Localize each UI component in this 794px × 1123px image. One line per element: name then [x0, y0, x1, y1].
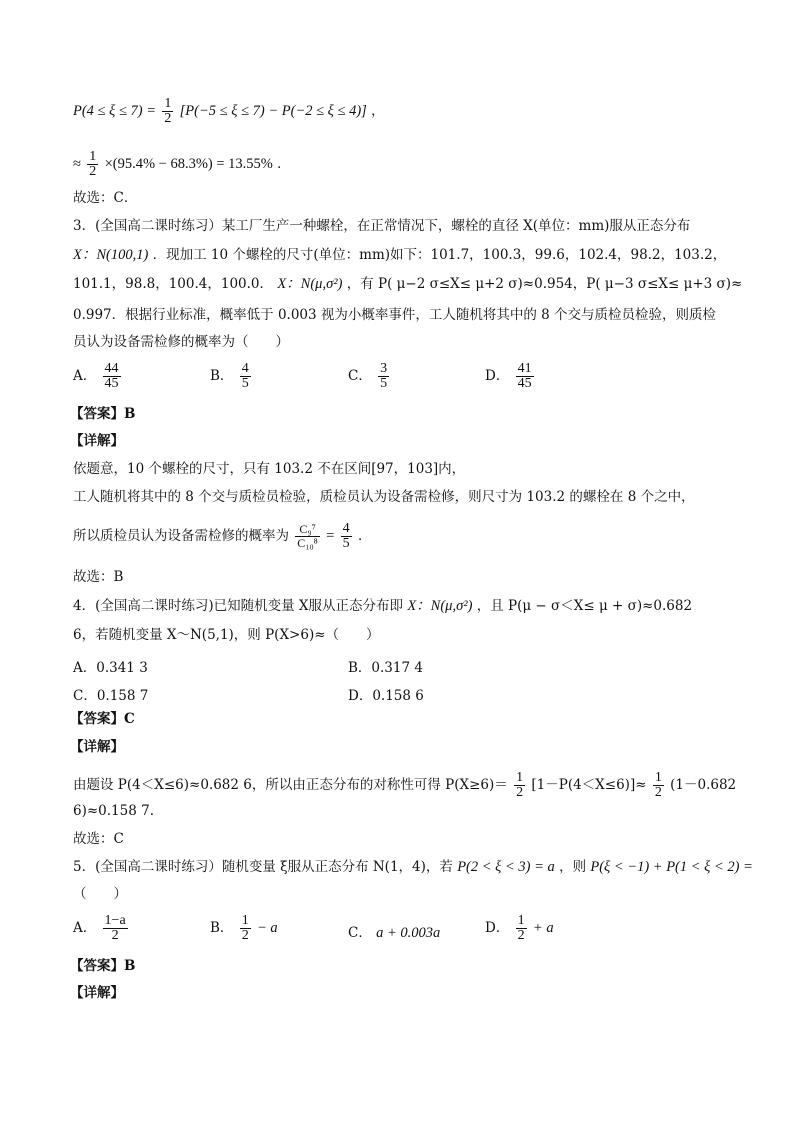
q5-option-b: B． $\frac{1}{2}$ − a — [210, 913, 278, 943]
q3-option-c: C． $\frac{3}{5}$ — [348, 361, 388, 391]
q3-line-3-b: ，有 P( μ−2 σ≤X≤ μ+2 σ)≈0.954，P( μ−3 σ≤X≤ μ+3 σ)≈ — [346, 276, 743, 292]
q4-option-b: B．0.317 4 — [348, 660, 423, 676]
q3-answer: 【答案】B — [70, 406, 136, 422]
q5-option-a: A． $\frac{1-a}{2}$ — [73, 913, 126, 943]
choice-text: 故选：C． — [73, 190, 138, 206]
q3-line-1: 3．(全国高二课时练习）某工厂生产一种螺栓，在正常情况下，螺栓的直径 X(单位：mm)服从正态分布 — [73, 218, 691, 234]
q3-line-2 — [73, 246, 726, 264]
formula-line-2 — [73, 150, 291, 179]
formula-1-right: [P(−5 ≤ ξ ≤ 7) − P(−2 ≤ ξ ≤ 4)] — [179, 103, 367, 119]
q4-option-d: D．0.158 6 — [348, 688, 424, 704]
q4-line-2: 6，若随机变量 X～N(5,1)，则 P(X>6)≈（ ） — [73, 627, 380, 643]
q3-option-d: D． $\frac{41}{45}$ — [485, 361, 532, 391]
q5-target: P(ξ < −1) + P(1 < ξ < 2) = — [590, 859, 753, 875]
combination-fraction: $\frac{\text{C₉⁷}}{\text{C₁₀⁸}}$ — [297, 522, 318, 550]
q5-answer: 【答案】B — [70, 958, 136, 974]
q4-explanation-2: 6)≈0.158 7. — [73, 803, 154, 819]
fraction-half: $\frac{1}{2}$ — [89, 149, 97, 179]
q4-choice: 故选：C — [73, 831, 124, 847]
q5-detail-heading: 【详解】 — [70, 985, 124, 1001]
q3-choice: 故选：B — [73, 569, 124, 585]
q5-option-c: C． a + 0.003a — [348, 925, 441, 941]
q4-answer: 【答案】C — [70, 711, 135, 727]
formula-line-1 — [73, 97, 385, 126]
q3-explanation-2: 工人随机将其中的 8 个交与质检员检验，质检员认为设备需检修，则尺寸为 103.2 的螺栓在 8 个之中， — [73, 489, 695, 505]
q4-option-c: C．0.158 7 — [73, 688, 149, 704]
fraction-half: $\frac{1}{2}$ — [516, 770, 524, 800]
option-fraction: $\frac{1-a}{2}$ — [104, 913, 126, 943]
option-fraction: $\frac{41}{45}$ — [517, 361, 532, 391]
q5-line-1: 5．(全国高二课时练习）随机变量 ξ服从正态分布 N(1，4)，若 P(2 < ξ < 3) = a ，则 P(ξ < −1) + P(1 < ξ < 2) = — [73, 859, 753, 875]
q4-distribution: X：N(μ,σ²) — [407, 598, 473, 614]
fraction-half: $\frac{1}{2}$ — [164, 96, 172, 126]
q4-explanation-1: 由题设 P(4＜X≤6)≈0.682 6，所以由正态分布的对称性可得 P(X≥6)＝ $\frac{1}{2}$ [1－P(4＜X≤6)]≈ $\frac{1}{2}$ (1－0.682 — [73, 770, 737, 800]
q3-line-2-text: ．现加工 10 个螺栓的尺寸(单位：mm)如下：101.7，100.3，99.6，102.4，98.2，103.2， — [152, 247, 727, 263]
q4-option-a: A．0.341 3 — [73, 660, 148, 676]
q3-line-5: 员认为设备需检修的概率为（ ） — [73, 334, 289, 350]
q4-detail-heading: 【详解】 — [70, 739, 124, 755]
formula-1-tail: ， — [371, 103, 385, 119]
formula-2-prefix: ≈ — [73, 156, 81, 172]
q3-option-a: A． $\frac{44}{45}$ — [73, 361, 119, 391]
q5-option-d: D． $\frac{1}{2}$ + a — [485, 913, 554, 943]
q3-explanation-1: 依题意，10 个螺栓的尺寸，只有 103.2 不在区间[97，103]内， — [73, 461, 466, 477]
option-fraction: $\frac{44}{45}$ — [104, 361, 119, 391]
q3-distribution-2: X：N(μ,σ²) — [277, 276, 343, 292]
q5-line-2: （ ） — [73, 886, 127, 902]
fraction-half: $\frac{1}{2}$ — [654, 770, 662, 800]
q3-explanation-3: 所以质检员认为设备需检修的概率为 $\frac{\text{C₉⁷}}{\text{C₁₀⁸}}$ = $\frac{4}{5}$ ． — [73, 521, 372, 551]
q5-condition: P(2 < ξ < 3) = a — [457, 859, 555, 875]
option-fraction: $\frac{1}{2}$ — [517, 913, 525, 943]
formula-2-tail: ． — [277, 156, 291, 172]
q3-distribution: X：N(100,1) — [73, 247, 149, 263]
q3-line-4: 0.997．根据行业标准，概率低于 0.003 视为小概率事件，工人随机将其中的 8 个交与质检员检验，则质检 — [73, 307, 717, 323]
option-fraction: $\frac{1}{2}$ — [241, 913, 249, 943]
q3-detail-heading: 【详解】 — [70, 433, 124, 449]
option-fraction: $\frac{4}{5}$ — [241, 361, 249, 391]
q4-line-1: 4．(全国高二课时练习)已知随机变量 X服从正态分布即 X：N(μ,σ²) ，且 P(μ − σ＜X≤ μ + σ)≈0.682 — [73, 598, 693, 614]
q3-line-3-a: 101.1，98.8，100.4，100.0． — [73, 276, 274, 292]
result-fraction: $\frac{4}{5}$ — [342, 521, 350, 551]
formula-1-left: P(4 ≤ ξ ≤ 7) = — [73, 103, 157, 119]
option-fraction: $\frac{3}{5}$ — [380, 361, 388, 391]
formula-2-rest: ×(95.4% − 68.3%) = 13.55% — [104, 156, 273, 172]
q3-line-3 — [73, 275, 742, 293]
q3-option-b: B． $\frac{4}{5}$ — [210, 361, 249, 391]
